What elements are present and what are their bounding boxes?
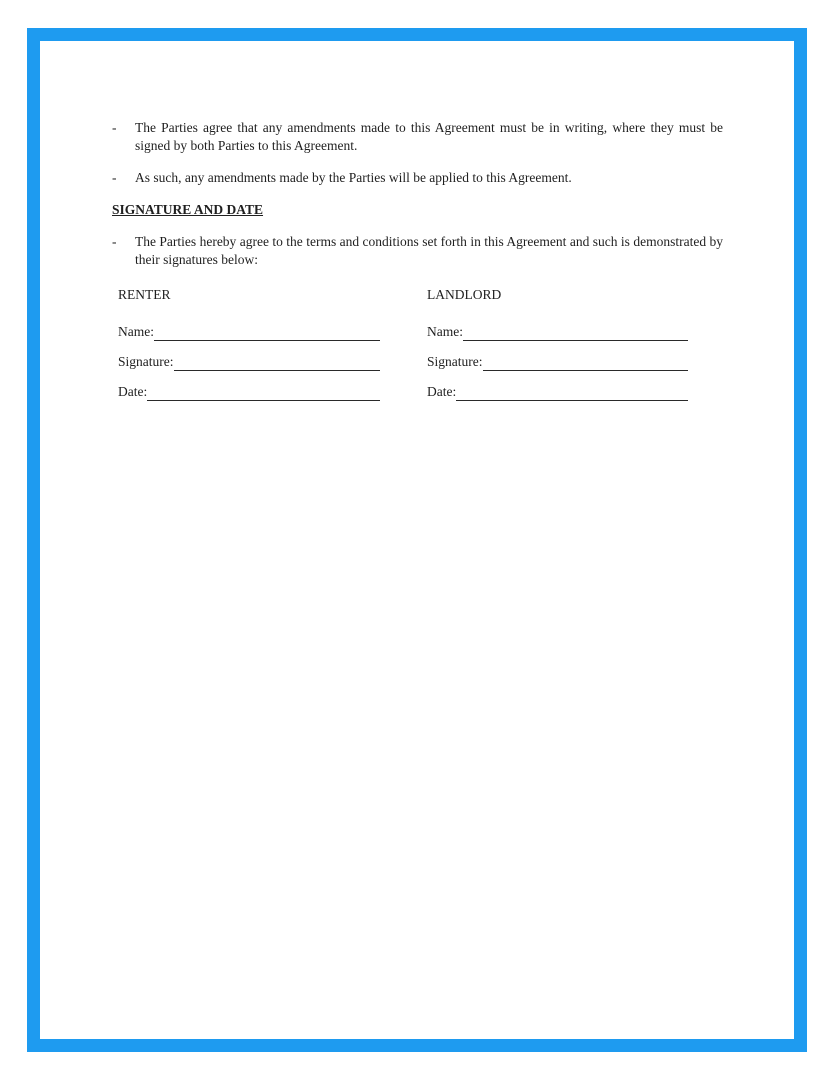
renter-date-line xyxy=(147,384,380,401)
landlord-signature-field xyxy=(427,353,688,371)
signature-intro-text: The Parties hereby agree to the terms and conditions set forth in this Agreement and such is demonstrated by their signatures below: xyxy=(135,234,723,267)
renter-signature-line xyxy=(174,354,381,371)
bullet-dash-icon: - xyxy=(112,170,117,185)
signature-row xyxy=(118,353,723,383)
bullet-dash-icon: - xyxy=(112,120,117,135)
renter-signature-label: Signature: xyxy=(118,354,174,369)
date-row xyxy=(118,383,723,413)
renter-date-field xyxy=(118,383,380,401)
party-title-row xyxy=(118,286,723,323)
amendment-bullet-2-text: As such, any amendments made by the Parties will be applied to this Agreement. xyxy=(135,170,572,185)
renter-name-field xyxy=(118,323,380,341)
landlord-signature-label: Signature: xyxy=(427,354,483,369)
name-row xyxy=(118,323,723,353)
signature-intro-bullet xyxy=(112,233,723,269)
landlord-date-label: Date: xyxy=(427,384,457,399)
landlord-date-field xyxy=(427,383,688,401)
bullet-dash-icon: - xyxy=(112,234,117,249)
landlord-title: LANDLORD xyxy=(427,287,502,302)
amendment-bullet-1-text: The Parties agree that any amendments made to this Agreement must be in writing, where they must be signed by both Parties to this Agreement. xyxy=(135,120,723,153)
signature-block xyxy=(118,286,723,413)
landlord-signature-line xyxy=(483,354,689,371)
renter-signature-field xyxy=(118,353,380,371)
landlord-name-field xyxy=(427,323,688,341)
amendment-bullet-2 xyxy=(112,169,723,187)
landlord-name-label: Name: xyxy=(427,324,463,339)
signature-section-heading: SIGNATURE AND DATE xyxy=(112,202,264,217)
page-border-frame xyxy=(27,28,807,1052)
landlord-date-line xyxy=(456,384,688,401)
landlord-name-line xyxy=(463,324,688,341)
renter-name-label: Name: xyxy=(118,324,154,339)
renter-title: RENTER xyxy=(118,287,171,302)
page-content xyxy=(112,119,723,413)
renter-name-line xyxy=(154,324,380,341)
renter-date-label: Date: xyxy=(118,384,148,399)
amendment-bullet-1 xyxy=(112,119,723,155)
